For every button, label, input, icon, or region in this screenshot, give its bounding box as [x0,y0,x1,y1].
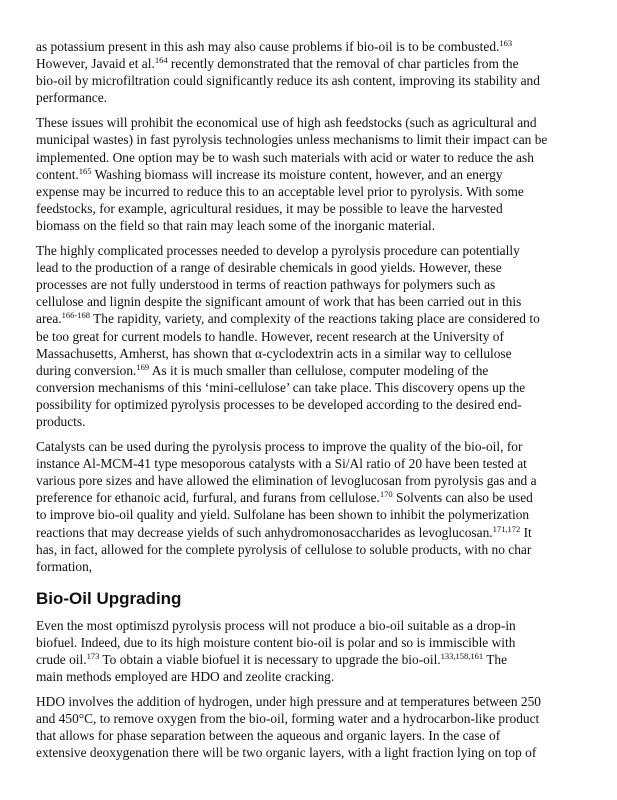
paragraph-text: The main methods employed are HDO and zeolite cracking. [36,652,508,685]
paragraph [36,617,584,685]
paragraph-text: As it is much smaller than cellulose, computer modeling of the conversion mechanisms of this ‘mini-cellulose’ can take place. This discovery opens up the possibility for optimized pyrolysis processes to be developed according to the desired end- products. [36,362,526,429]
paragraph [36,38,584,106]
citation-superscript: 170 [379,489,393,500]
paragraph-text: HDO involves the addition of hydrogen, under high pressure and at temperatures between 250 and 450°C, to remove oxygen from the bio-oil, forming water and a hydrocarbon-like product that allows for phase separation between the aqueous and organic layers. In the case of extensive deoxygenation there will be two organic layers, with a light fraction lying on top of [36,694,541,761]
paragraph [36,438,584,575]
paragraph-text: The highly complicated processes needed to develop a pyrolysis procedure can potentially lead to the production of a range of desirable chemicals in good yields. However, these processes are not fully understood in terms of reaction pathways for polymers such as cellulose and lignin despite the significant amount of work that has been carried out in this area. [36,243,522,327]
citation-superscript: 171,172 [492,523,521,534]
paragraph-text: Even the most optimiszd pyrolysis process will not produce a bio-oil suitable as a drop-in biofuel. Indeed, due to its high moisture content bio-oil is polar and so is immiscible with crude oil. [36,617,516,667]
citation-superscript: 169 [136,361,150,372]
paragraph [36,693,584,761]
section-paragraphs [36,617,584,762]
citation-superscript: 164 [154,55,168,66]
paragraph-text: Washing biomass will increase its moisture content, however, and an energy expense may be incurred to reduce this to an acceptable level prior to pyrolysis. With some feedstocks, for example, agricultural residues, it may be possible to leave the harvested biomass on the field so that rain may leach some of the inorganic material. [36,166,524,233]
paragraph-text: It has, in fact, allowed for the complete pyrolysis of cellulose to soluble products, with no char formation, [36,524,532,574]
paragraph-text: Solvents can also be used to improve bio-oil quality and yield. Sulfolane has been shown to inhibit the polymerization reactions that may decrease yields of such anhydromonosaccharides as levoglucosan. [36,490,533,540]
paragraph [36,114,584,234]
citation-superscript: 165 [78,165,92,176]
paragraph [36,242,584,430]
paragraph-text: Catalysts can be used during the pyrolysis process to improve the quality of the bio-oil, for instance Al-MCM-41 type mesoporous catalysts with a Si/Al ratio of 20 have been tested at various pore sizes and have allowed the elimination of levoglucosan from pyrolysis gas and a preference for ethanoic acid, furfural, and furans from cellulose. [36,439,537,506]
citation-superscript: 163 [499,38,513,48]
paragraph-text: recently demonstrated that the removal of char particles from the bio-oil by microfiltration could significantly reduce its ash content, improving its stability and performance. [36,56,540,106]
citation-superscript: 133,158,161 [440,651,484,661]
section-heading: Bio-Oil Upgrading [36,588,182,608]
body-paragraphs [36,38,584,575]
document-page [36,38,584,770]
citation-superscript: 173 [86,651,100,661]
citation-superscript: 166-168 [61,310,90,321]
paragraph-text: However, Javaid et al. [36,56,155,72]
paragraph-text: To obtain a viable biofuel it is necessary to upgrade the bio-oil. [99,652,441,667]
paragraph-text: The rapidity, variety, and complexity of the reactions taking place are considered to be too great for current models to handle. However, recent research at the University of Massachusetts, Amherst, has shown that α-cyclodextrin acts in a similar way to cellulose during conversion. [36,311,540,378]
paragraph-text: as potassium present in this ash may also cause problems if bio-oil is to be combusted. [36,39,500,54]
paragraph-text: These issues will prohibit the economical use of high ash feedstocks (such as agricultural and municipal wastes) in fast pyrolysis technologies unless mechanisms to limit their impact can be implemented. One option may be to wash such materials with acid or water to reduce the ash content. [36,115,548,182]
